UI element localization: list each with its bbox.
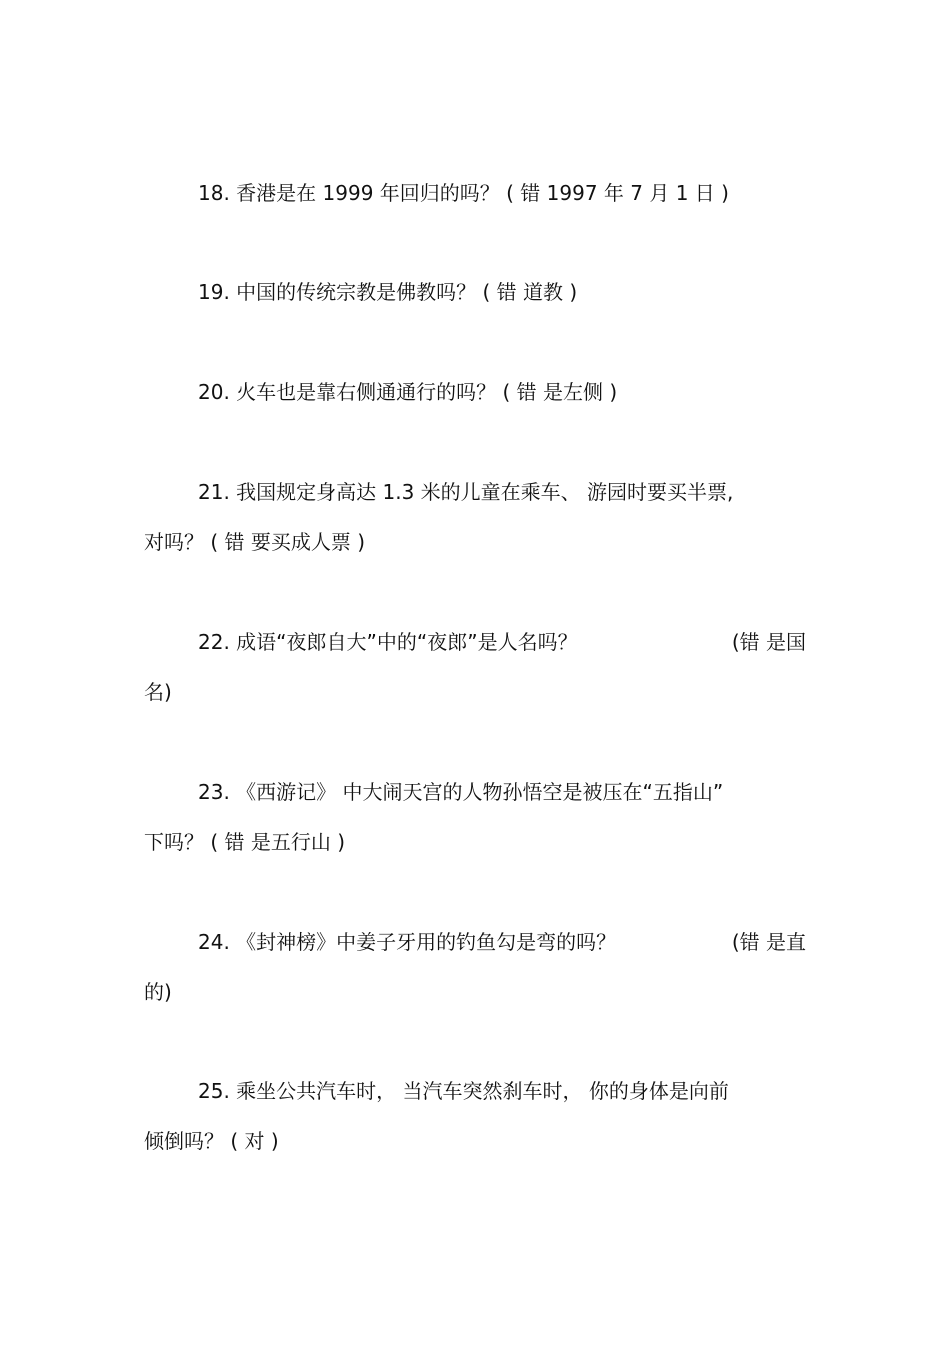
- question-24-text-1: 24. 《封神榜》中姜子牙用的钓鱼勾是弯的吗？: [198, 930, 617, 954]
- question-18-text: 18. 香港是在 1999 年回归的吗？ ( 错 1997 年 7 月 1 日 ): [198, 181, 729, 205]
- question-21-line-2: [144, 529, 806, 555]
- question-20-text: 20. 火车也是靠右侧通通行的吗？ ( 错 是左侧 ): [198, 380, 618, 404]
- question-23-line-1: [198, 779, 806, 805]
- question-25-text-1: 25. 乘坐公共汽车时， 当汽车突然刹车时， 你的身体是向前: [198, 1079, 729, 1103]
- question-24-text-2: 的): [144, 980, 172, 1004]
- question-23-text-2: 下吗？ ( 错 是五行山 ): [144, 830, 346, 854]
- question-21-text-2: 对吗？ ( 错 要买成人票 ): [144, 530, 366, 554]
- question-24-line-1: [198, 929, 806, 955]
- question-23-text-1: 23. 《西游记》 中大闹天宫的人物孙悟空是被压在“五指山”: [198, 780, 724, 804]
- question-21-line-1: [198, 479, 806, 505]
- question-22-answer-start: (错 是国: [731, 630, 806, 654]
- question-21-text-1: 21. 我国规定身高达 1.3 米的儿童在乘车、 游园时要买半票,: [198, 480, 734, 504]
- question-24-line-2: [144, 979, 806, 1005]
- question-22-line-1: [198, 629, 806, 655]
- question-18: [198, 180, 806, 206]
- question-20: [198, 379, 806, 405]
- question-24-answer-start: (错 是直: [731, 930, 806, 954]
- question-25-line-1: [198, 1078, 806, 1104]
- question-22-line-2: [144, 679, 806, 705]
- question-22-text-2: 名): [144, 680, 172, 704]
- question-19-text: 19. 中国的传统宗教是佛教吗？ ( 错 道教 ): [198, 280, 578, 304]
- question-23-line-2: [144, 829, 806, 855]
- question-25-line-2: [144, 1128, 806, 1154]
- question-25-text-2: 倾倒吗？ ( 对 ): [144, 1129, 279, 1153]
- question-22-text-1: 22. 成语“夜郎自大”中的“夜郎”是人名吗？: [198, 630, 578, 654]
- question-19: [198, 279, 806, 305]
